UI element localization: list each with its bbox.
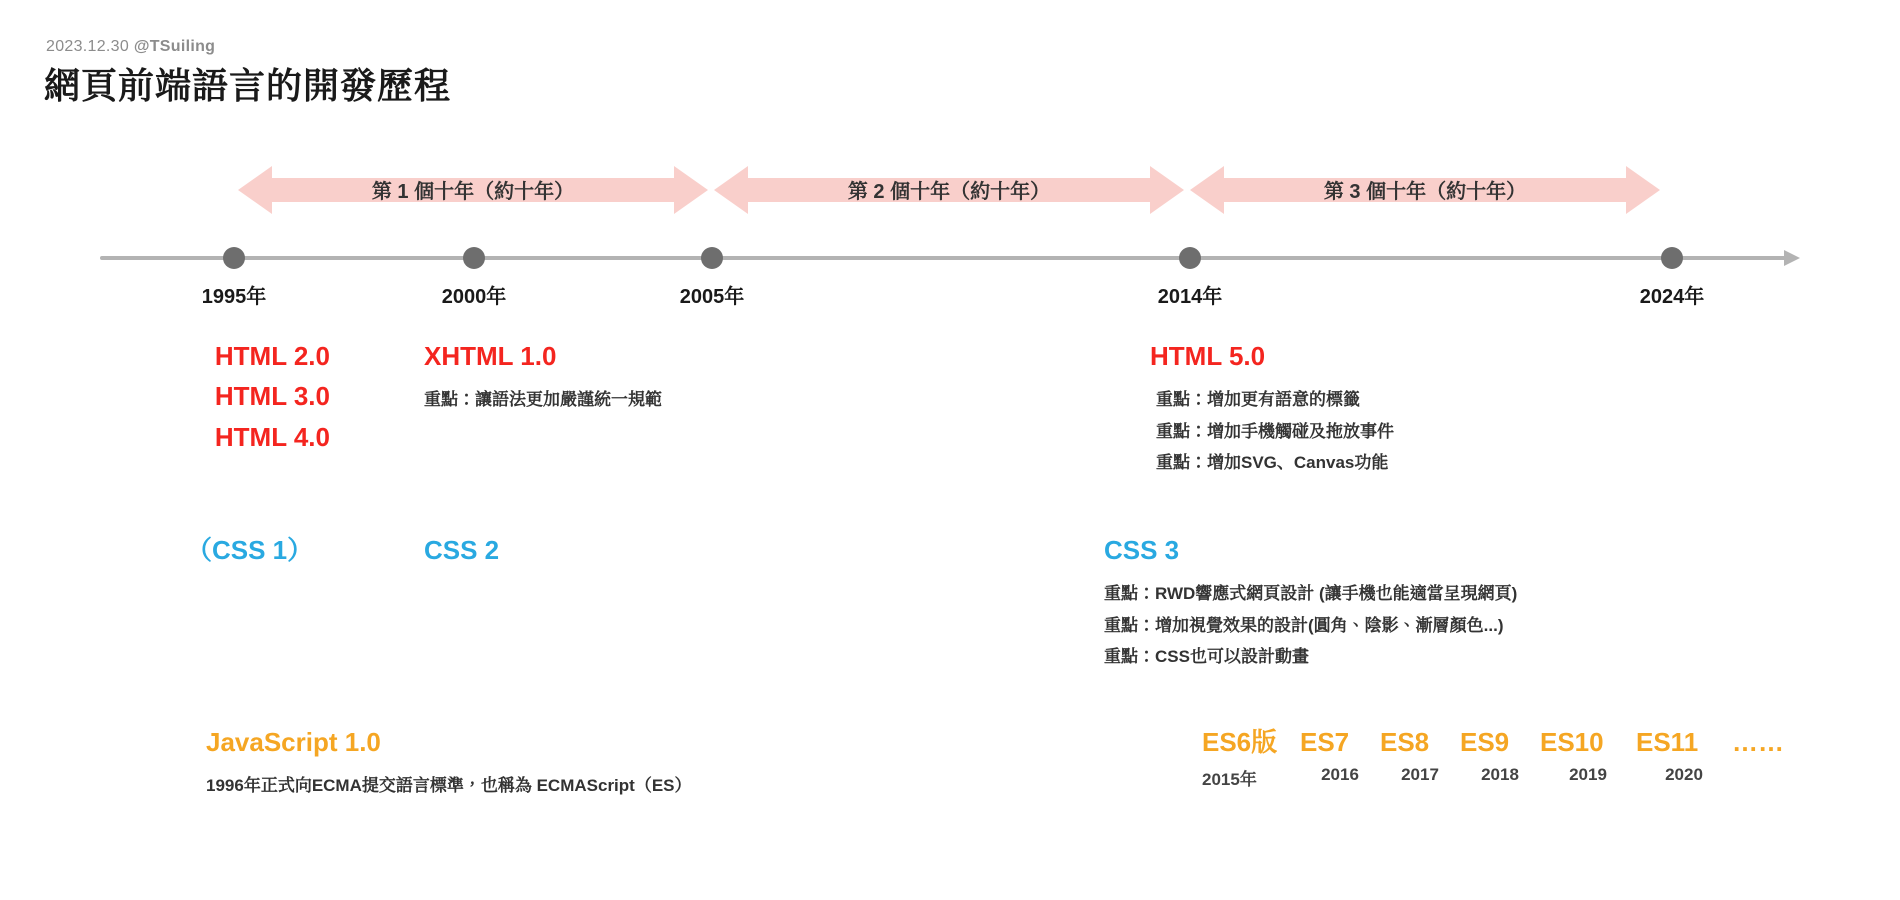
es7-label: ES7 — [1300, 727, 1350, 757]
css3-note-3: 重點：CSS也可以設計動畫 — [1104, 647, 1309, 667]
es6-label: ES6版 — [1202, 727, 1278, 757]
xhtml-1-0-label: XHTML 1.0 — [424, 341, 557, 371]
ecmascript-year-row — [1202, 765, 1784, 790]
css-1-label: （CSS 1） — [186, 535, 314, 565]
css3-note-1: 重點：RWD響應式網頁設計 (讓手機也能適當呈現網頁) — [1104, 584, 1518, 604]
css3-note-2: 重點：增加視覺效果的設計(圓角、陰影、漸層顏色...) — [1104, 615, 1504, 635]
es-year-2016: 2016 — [1321, 765, 1359, 784]
css1-1995-group — [186, 530, 313, 570]
css-3-label: CSS 3 — [1104, 535, 1180, 565]
html5-note-3: 重點：增加SVG、Canvas功能 — [1156, 453, 1389, 473]
javascript-1-0-label: JavaScript 1.0 — [206, 727, 381, 757]
es11-label: ES11 — [1636, 727, 1699, 757]
decade-label-3: 第 3 個十年（約十年） — [1323, 181, 1527, 203]
xhtml-note-1: 重點：讓語法更加嚴謹統一規範 — [424, 390, 662, 410]
axis-line — [100, 256, 1790, 260]
timeline-year-2005: 2005年 — [679, 286, 745, 308]
javascript-note-1: 1996年正式向ECMA提交語言標準，也稱為 ECMAScript（ES） — [206, 776, 692, 796]
axis-arrowhead-icon — [1784, 250, 1800, 266]
ecmascript-versions-group — [1202, 722, 1784, 790]
javascript-2000-group — [206, 722, 692, 802]
es8-label: ES8 — [1380, 727, 1430, 757]
timeline-node-2024 — [1661, 247, 1683, 269]
es-year-2019: 2019 — [1569, 765, 1607, 784]
decade-label-2: 第 2 個十年（約十年） — [847, 181, 1051, 203]
html-4-0-label: HTML 4.0 — [214, 421, 330, 452]
html-2-0-label: HTML 2.0 — [214, 341, 330, 371]
decade-arrow-3 — [1190, 162, 1660, 218]
css-2-label: CSS 2 — [424, 535, 500, 565]
html-3-0-label: HTML 3.0 — [214, 381, 330, 412]
html5-note-1: 重點：增加更有語意的標籤 — [1156, 390, 1360, 410]
meta-date: 2023.12.30 — [46, 38, 130, 55]
html5-note-2: 重點：增加手機觸碰及拖放事件 — [1156, 421, 1394, 441]
timeline-year-1995: 1995年 — [201, 286, 267, 308]
decade-arrow-1 — [238, 162, 708, 218]
timeline-node-2000 — [463, 247, 485, 269]
timeline-year-2014: 2014年 — [1157, 286, 1223, 308]
es-year-2017: 2017 — [1401, 765, 1439, 784]
timeline-node-2014 — [1179, 247, 1201, 269]
timeline-year-2024: 2024年 — [1639, 286, 1705, 308]
css2-2000-group — [424, 530, 499, 570]
html-1995-group — [60, 336, 330, 457]
timeline-node-1995 — [223, 247, 245, 269]
meta-handle: @TSuiling — [133, 38, 216, 55]
timeline-axis — [100, 248, 1800, 308]
decade-label-1: 第 1 個十年（約十年） — [371, 181, 575, 203]
es10-label: ES10 — [1540, 727, 1604, 757]
ecmascript-ellipsis: …… — [1732, 727, 1784, 757]
css3-2014-group — [1104, 530, 1517, 673]
ecmascript-version-row — [1202, 722, 1784, 759]
timeline-node-2005 — [701, 247, 723, 269]
es-year-2020: 2020 — [1665, 765, 1703, 784]
es-year-2015: 2015年 — [1202, 770, 1257, 789]
decade-arrow-2 — [714, 162, 1184, 218]
html-5-0-label: HTML 5.0 — [1150, 341, 1266, 371]
meta-line — [46, 38, 215, 56]
html5-2014-group — [1150, 336, 1394, 479]
xhtml-2000-group — [424, 336, 662, 416]
es-year-2018: 2018 — [1481, 765, 1519, 784]
page-title: 網頁前端語言的開發歷程 — [44, 65, 452, 106]
es9-label: ES9 — [1460, 727, 1510, 757]
timeline-year-2000: 2000年 — [441, 286, 507, 308]
